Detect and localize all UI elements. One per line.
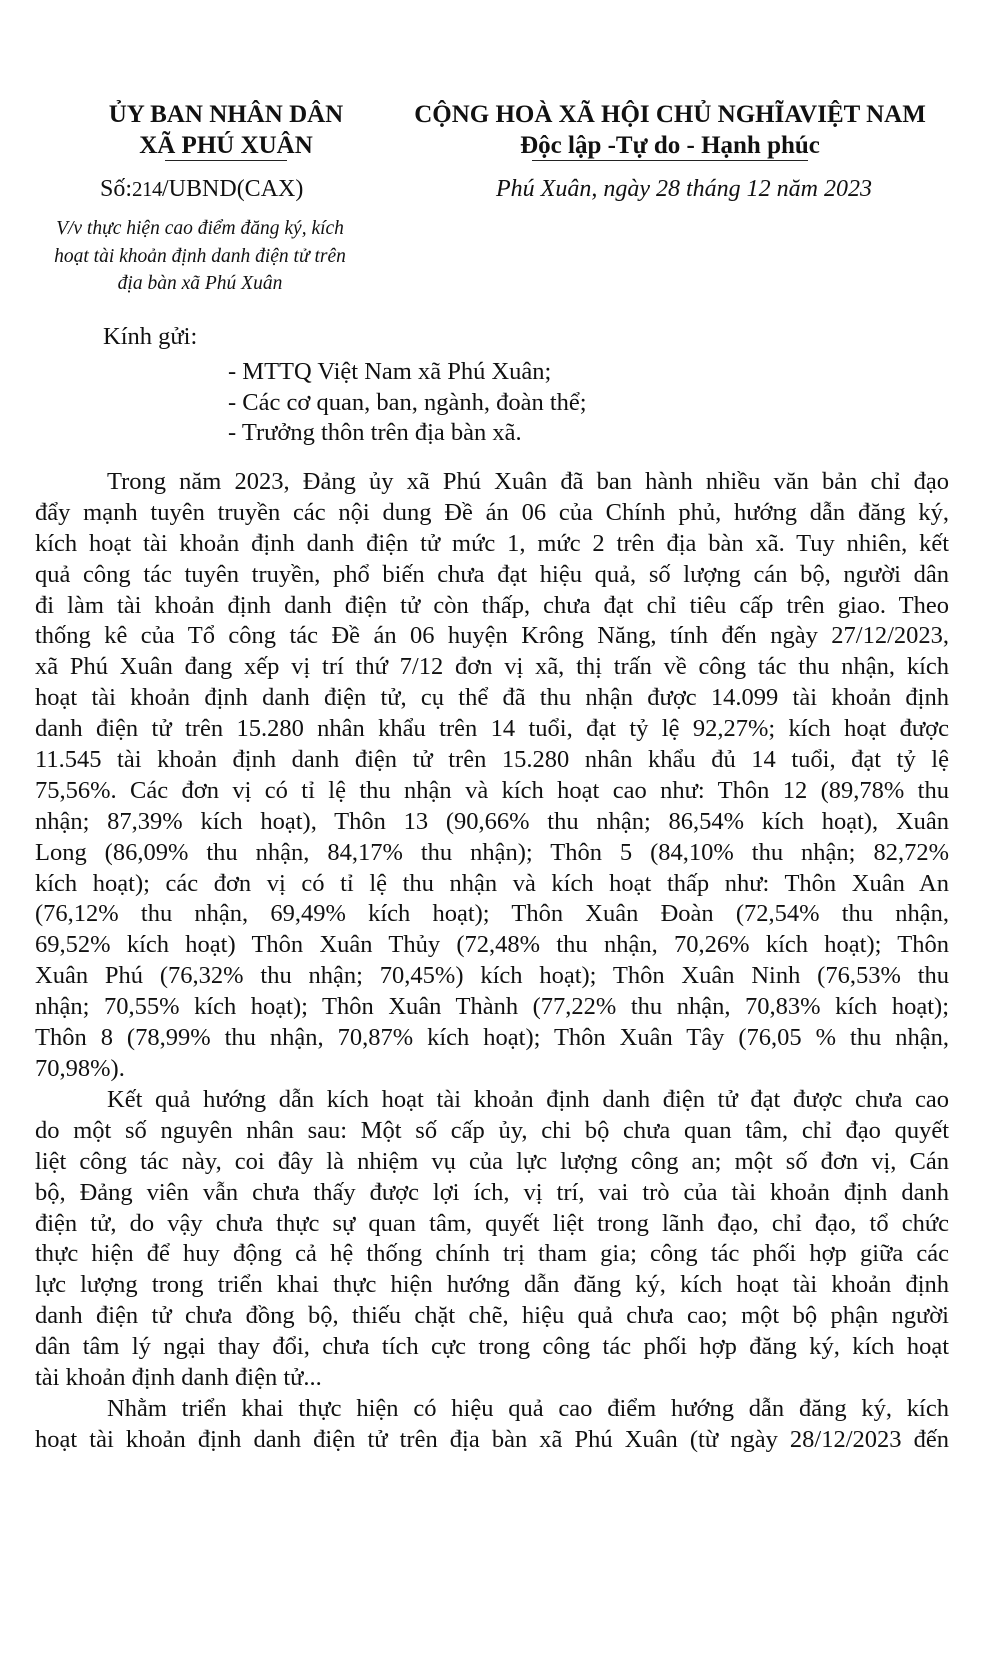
body-line: đi làm tài khoản định danh điện tử còn thấp, chưa đạt chỉ tiêu cấp trên giao. Theo — [35, 591, 949, 619]
body-line: Kết quả hướng dẫn kích hoạt tài khoản định danh điện tử đạt được chưa cao — [107, 1086, 949, 1113]
body-line: Trong năm 2023, Đảng ủy xã Phú Xuân đã ban hành nhiều văn bản chỉ đạo — [107, 468, 949, 495]
body-line: dân tâm lý ngại thay đổi, chưa tích cực trong công tác phối hợp đăng ký, kích hoạt — [35, 1333, 949, 1361]
body-line: (76,12% thu nhận, 69,49% kích hoạt); Thôn Xuân Đoàn (72,54% thu nhận, — [35, 900, 949, 928]
body-line: 11.545 tài khoản định danh điện tử trên 15.280 nhân khẩu đủ 14 tuổi, đạt tỷ lệ — [35, 746, 949, 774]
body-line: 75,56%. Các đơn vị có tỉ lệ thu nhận và kích hoạt cao như: Thôn 12 (89,78% thu — [35, 776, 949, 804]
paragraph-2 — [35, 1085, 949, 1394]
body-line: hoạt tài khoản định danh điện tử trên địa bàn xã Phú Xuân (từ ngày 28/12/2023 đến — [35, 1425, 949, 1453]
subject-line-1: V/v thực hiện cao điểm đăng ký, kích — [56, 218, 344, 239]
body-line: danh điện tử trên 15.280 nhân khẩu trên 14 tuổi, đạt tỷ lệ 92,27%; kích hoạt được — [35, 715, 949, 743]
subject-line-2: hoạt tài khoản định danh điện tử trên — [54, 246, 346, 267]
body-line: nhận; 87,39% kích hoạt), Thôn 13 (90,66% thu nhận; 86,54% kích hoạt), Xuân — [35, 807, 949, 835]
recipient-3: - Trưởng thôn trên địa bàn xã. — [228, 419, 522, 446]
body-line: quả công tác tuyên truyền, phổ biến chưa đạt hiệu quả, số lượng cán bộ, người dân — [35, 560, 949, 588]
body-line: kích hoạt); các đơn vị có tỉ lệ thu nhận và kích hoạt thấp như: Thôn Xuân An — [35, 869, 949, 897]
body-line: 70,98%). — [35, 1054, 125, 1082]
body-line: đẩy mạnh tuyên truyền các nội dung Đề án 06 của Chính phủ, hướng dẫn đăng ký, — [35, 498, 949, 526]
org-name-line1: ỦY BAN NHÂN DÂN — [108, 101, 344, 128]
recipient-2: - Các cơ quan, ban, ngành, đoàn thể; — [228, 389, 587, 416]
paragraph-1 — [35, 467, 949, 1085]
ref-number: 214 — [132, 177, 163, 201]
body-line: điện tử, do vậy chưa thực sự quan tâm, quyết liệt trong lãnh đạo, chỉ đạo, tổ chức — [35, 1209, 949, 1237]
paragraph-3 — [35, 1394, 949, 1456]
greeting: Kính gửi: — [103, 323, 198, 350]
org-name-line2: XÃ PHÚ XUÂN — [139, 132, 313, 159]
body-line: bộ, Đảng viên vẫn chưa thấy được lợi ích, vị trí, vai trò của tài khoản định danh — [35, 1178, 949, 1206]
ref-prefix: Số: — [100, 176, 133, 202]
body-line: liệt công tác này, coi đây là nhiệm vụ của lực lượng công an; một số đơn vị, Cán — [35, 1147, 949, 1175]
body-line: 69,52% kích hoạt) Thôn Xuân Thủy (72,48% thu nhận, 70,26% kích hoạt); Thôn — [35, 931, 949, 959]
body-line: Long (86,09% thu nhận, 84,17% thu nhận); Thôn 5 (84,10% thu nhận; 82,72% — [35, 838, 949, 866]
body-line: danh điện tử chưa đồng bộ, thiếu chặt chẽ, hiệu quả chưa cao; một bộ phận người — [35, 1302, 949, 1330]
ref-suffix: /UBND(CAX) — [162, 176, 304, 202]
body-line: tài khoản định danh điện tử... — [35, 1364, 322, 1392]
motto-underline — [532, 160, 808, 161]
body-line: thực hiện để huy động cả hệ thống chính trị tham gia; công tác phối hợp giữa các — [35, 1240, 949, 1268]
body-line: kích hoạt tài khoản định danh điện tử mức 1, mức 2 trên địa bàn xã. Tuy nhiên, kết — [35, 529, 949, 557]
document-date: Phú Xuân, ngày 28 tháng 12 năm 2023 — [496, 176, 872, 202]
body-line: Nhằm triển khai thực hiện có hiệu quả cao điểm hướng dẫn đăng ký, kích — [107, 1395, 949, 1422]
body-line: do một số nguyên nhân sau: Một số cấp ủy, chi bộ chưa quan tâm, chỉ đạo quyết — [35, 1116, 949, 1144]
body-line: lực lượng trong triển khai thực hiện hướng dẫn đăng ký, kích hoạt tài khoản định — [35, 1271, 949, 1299]
body-line: thống kê của Tổ công tác Đề án 06 huyện Krông Năng, tính đến ngày 27/12/2023, — [35, 622, 949, 650]
nation-title: CỘNG HOÀ XÃ HỘI CHỦ NGHĨAVIỆT NAM — [414, 101, 926, 128]
nation-motto: Độc lập -Tự do - Hạnh phúc — [520, 132, 820, 159]
body-line: Xuân Phú (76,32% thu nhận; 70,45%) kích hoạt); Thôn Xuân Ninh (76,53% thu — [35, 962, 949, 990]
body-line: hoạt tài khoản định danh điện tử, cụ thể đã thu nhận được 14.099 tài khoản định — [35, 684, 949, 712]
body-line: xã Phú Xuân đang xếp vị trí thứ 7/12 đơn vị xã, thị trấn về công tác thu nhận, kích — [35, 653, 949, 681]
org-underline — [165, 160, 287, 161]
recipient-1: - MTTQ Việt Nam xã Phú Xuân; — [228, 358, 552, 385]
body-line: Thôn 8 (78,99% thu nhận, 70,87% kích hoạt); Thôn Xuân Tây (76,05 % thu nhận, — [35, 1024, 949, 1052]
body-line: nhận; 70,55% kích hoạt); Thôn Xuân Thành (77,22% thu nhận, 70,83% kích hoạt); — [35, 993, 949, 1021]
subject-line-3: địa bàn xã Phú Xuân — [117, 273, 283, 294]
document-reference — [100, 174, 303, 204]
